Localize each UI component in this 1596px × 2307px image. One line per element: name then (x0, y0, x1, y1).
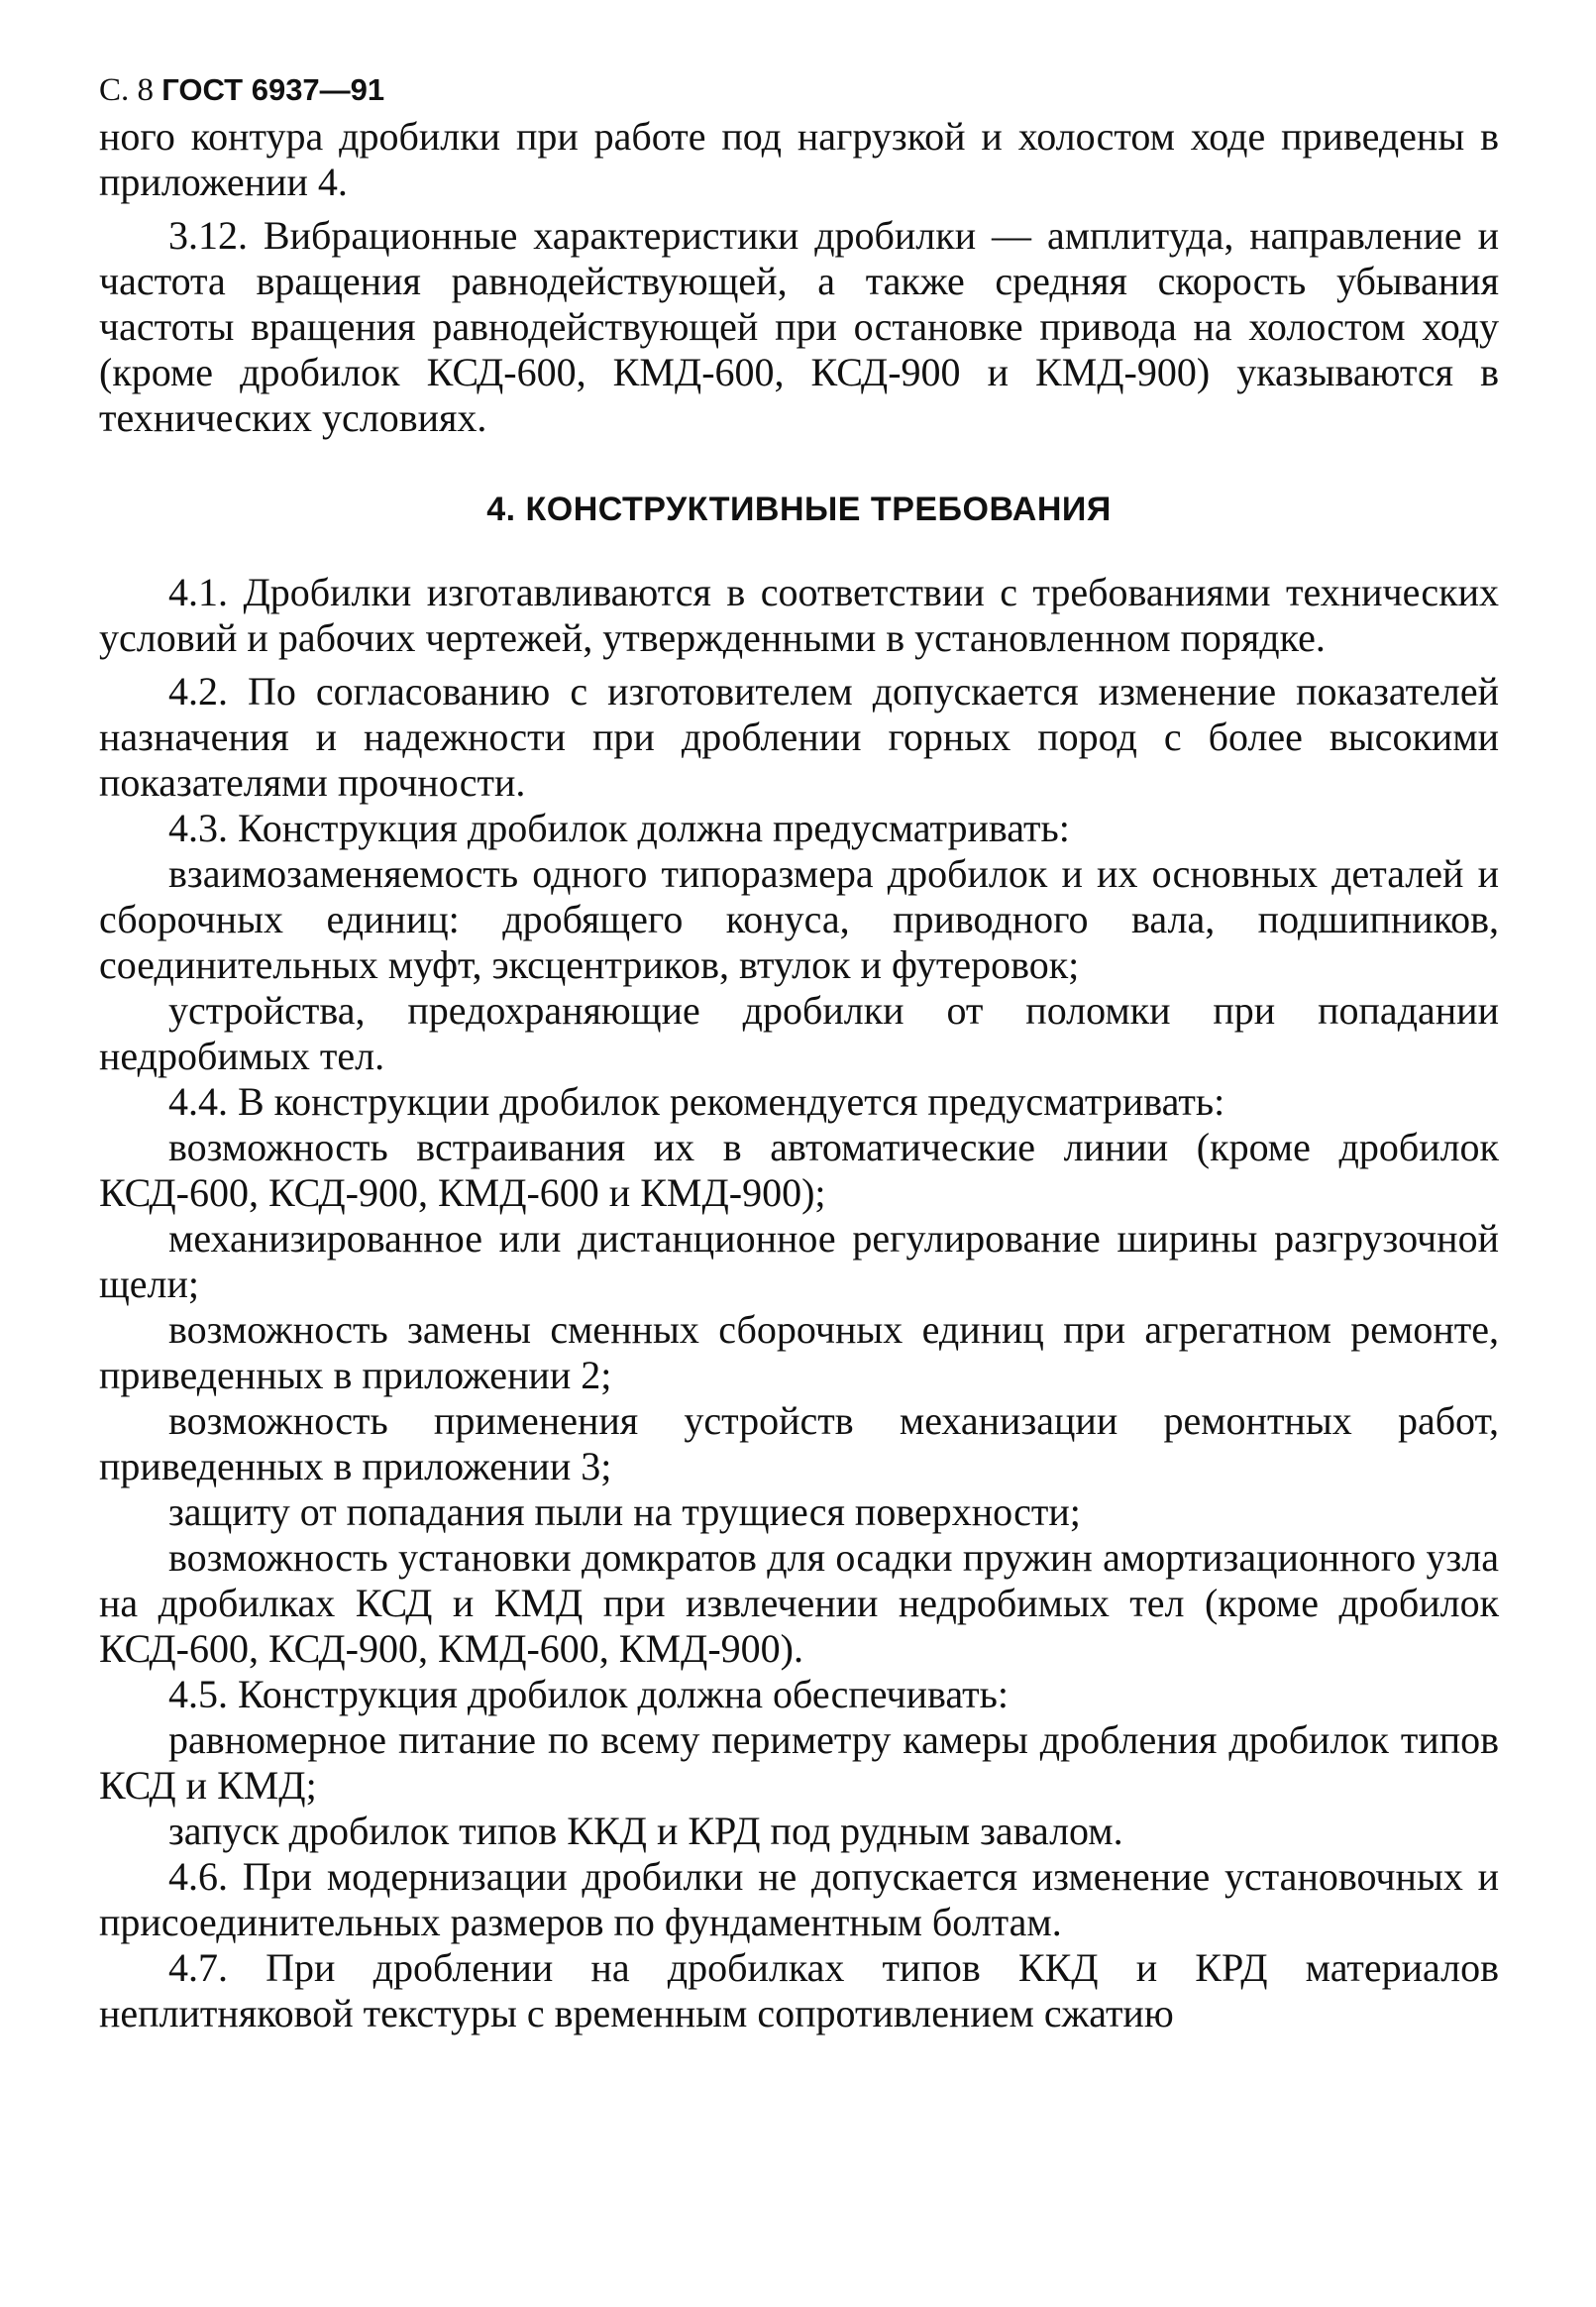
paragraph-3-12: 3.12. Вибрационные характеристики дробилки — амплитуда, направление и частота вращения равнодействующей, а также средняя скорость убывания частоты вращения равнодействующей при остановке привода на холостом ходу (кроме дробилок КСД-600, КМД-600, КСД-900 и КМД-900) указываются в технических условиях. (99, 213, 1499, 440)
page-header (99, 69, 384, 111)
paragraph-4-5: 4.5. Конструкция дробилок должна обеспечивать: (168, 1672, 1009, 1716)
list-item: взаимозаменяемость одного типоразмера дробилок и их основных деталей и сборочных единиц: дробящего конуса, приводного вала, подшипников, соединительных муфт, эксцентриков, втулок и футеровок; (99, 851, 1499, 987)
list-item: запуск дробилок типов ККД и КРД под рудным завалом. (168, 1809, 1123, 1853)
list-item: возможность установки домкратов для осадки пружин амортизационного узла на дробилках КСД и КМД при извлечении недробимых тел (кроме дробилок КСД-600, КСД-900, КМД-600, КМД-900). (99, 1535, 1499, 1671)
list-item: возможность применения устройств механизации ремонтных работ, приведенных в приложении 3; (99, 1398, 1499, 1488)
list-item: защиту от попадания пыли на трущиеся поверхности; (168, 1489, 1081, 1534)
paragraph-4-6: 4.6. При модернизации дробилки не допускается изменение установочных и присоединительных размеров по фундаментным болтам. (99, 1854, 1499, 1944)
list-item: устройства, предохраняющие дробилки от поломки при попадании недробимых тел. (99, 988, 1499, 1078)
paragraph-4-7: 4.7. При дроблении на дробилках типов ККД и КРД материалов неплитняковой текстуры с временным сопротивлением сжатию (99, 1945, 1499, 2035)
paragraph-4-2: 4.2. По согласованию с изготовителем допускается изменение показателей назначения и надежности при дроблении горных пород с более высокими показателями прочности. (99, 669, 1499, 805)
list-item: возможность замены сменных сборочных единиц при агрегатном ремонте, приведенных в приложении 2; (99, 1307, 1499, 1397)
paragraph-4-4: 4.4. В конструкции дробилок рекомендуется предусматривать: (168, 1079, 1225, 1124)
standard-number: ГОСТ 6937—91 (161, 72, 385, 107)
section-heading: 4. КОНСТРУКТИВНЫЕ ТРЕБОВАНИЯ (486, 491, 1112, 528)
page-number: С. 8 (99, 72, 155, 108)
list-item: равномерное питание по всему периметру камеры дробления дробилок типов КСД и КМД; (99, 1717, 1499, 1808)
document-body (99, 114, 1499, 2036)
paragraph-continuation: ного контура дробилки при работе под нагрузкой и холостом ходе приведены в приложении 4. (99, 114, 1499, 204)
paragraph-4-1: 4.1. Дробилки изготавливаются в соответствии с требованиями технических условий и рабочих чертежей, утвержденными в установленном порядке. (99, 570, 1499, 660)
list-item: механизированное или дистанционное регулирование ширины разгрузочной щели; (99, 1216, 1499, 1306)
paragraph-4-3: 4.3. Конструкция дробилок должна предусматривать: (168, 806, 1070, 850)
list-item: возможность встраивания их в автоматические линии (кроме дробилок КСД-600, КСД-900, КМД-600 и КМД-900); (99, 1125, 1499, 1215)
